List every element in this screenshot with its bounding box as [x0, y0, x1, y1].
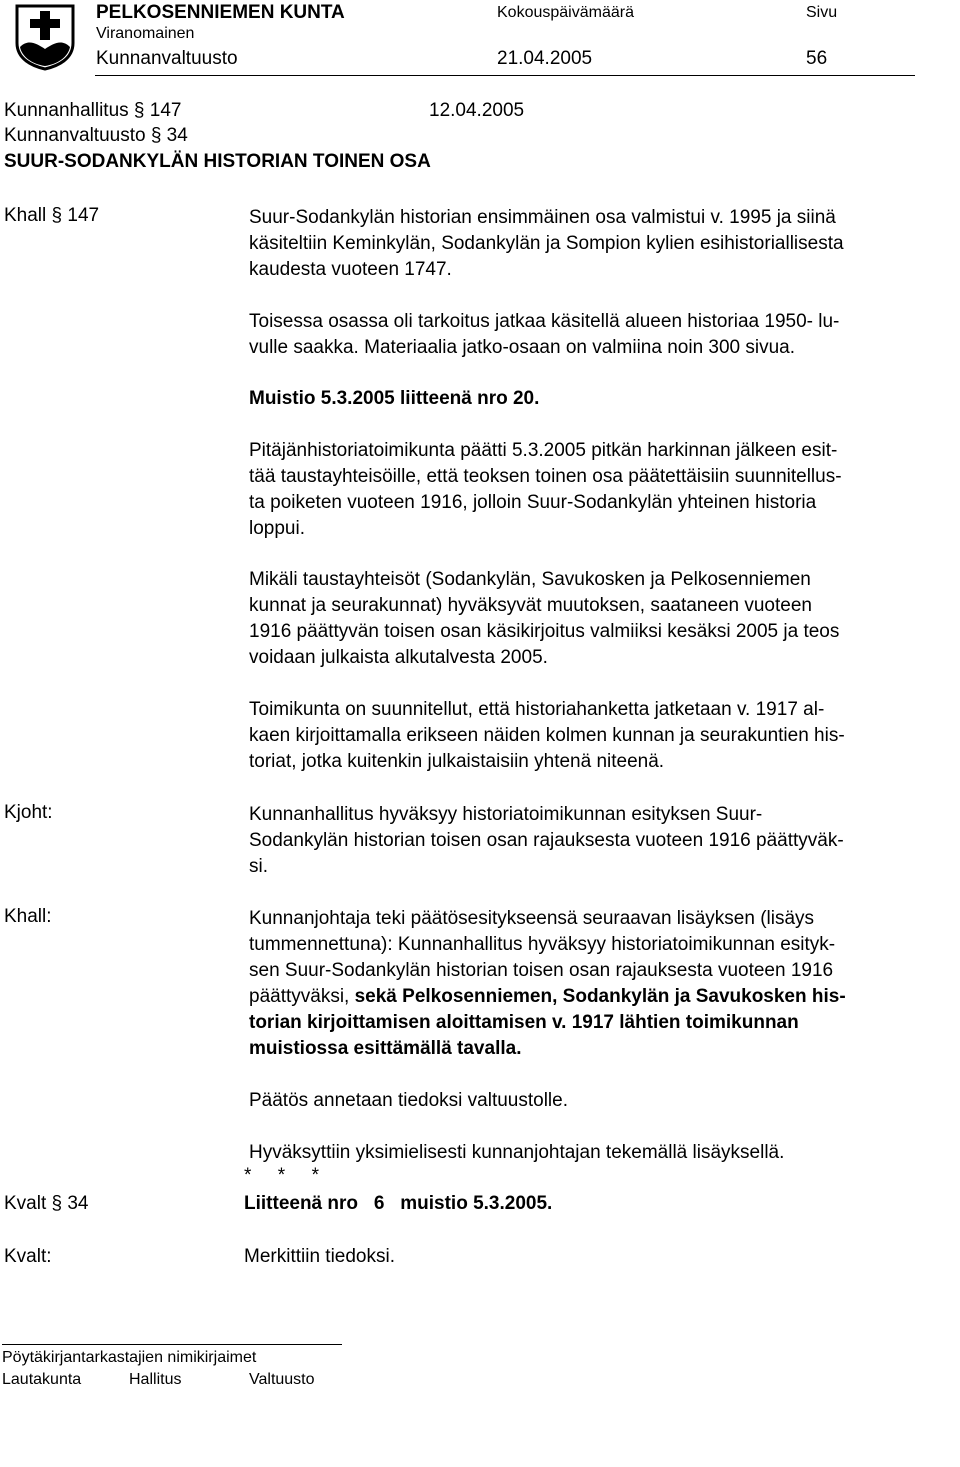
- text-line: 1916 päättyvän toisen osan käsikirjoitus valmiiksi kesäksi 2005 ja teos: [249, 621, 840, 642]
- kjoht-label: Kjoht:: [4, 802, 53, 823]
- decision-notice: [249, 1088, 954, 1114]
- text-line: kaen kirjoittamalla erikseen näiden kolmen kunnan ja seurakuntien his-: [249, 725, 845, 746]
- document-title: SUUR-SODANKYLÄN HISTORIAN TOINEN OSA: [4, 151, 431, 172]
- header-rule: [95, 75, 915, 76]
- text-line: Toisessa osassa oli tarkoitus jatkaa käsitellä alueen historiaa 1950- lu-: [249, 311, 840, 332]
- footer-rule: [2, 1344, 342, 1345]
- text-line: Pitäjänhistoriatoimikunta päätti 5.3.2005 pitkän harkinnan jälkeen esit-: [249, 440, 838, 461]
- paragraph-second-part-plan: [249, 309, 954, 361]
- text-line: si.: [249, 856, 268, 877]
- header-page-number: 56: [806, 48, 828, 69]
- text-line: tää taustayhteisöille, että teoksen toinen osa päätettäisiin suunnitellus-: [249, 466, 842, 487]
- text-line: vulle saakka. Materiaalia jatko-osaan on valmiina noin 300 sivua.: [249, 337, 796, 358]
- paragraph-committee-decision: [249, 438, 954, 542]
- text-line: kunnat ja seurakunnat) hyväksyvät muutoksen, saataneen vuoteen: [249, 595, 812, 616]
- text-line: Päätös annetaan tiedoksi valtuustolle.: [249, 1090, 568, 1111]
- text-line: [249, 984, 954, 1010]
- text-line: sen Suur-Sodankylän historian toisen osan rajauksesta vuoteen 1916: [249, 960, 834, 981]
- khall-section-label: Khall § 147: [4, 205, 100, 226]
- header-date: 21.04.2005: [497, 48, 593, 69]
- kvalt-attachment: Liitteenä nro 6 muistio 5.3.2005.: [244, 1193, 553, 1214]
- kvalt-section-label: Kvalt § 34: [4, 1193, 89, 1214]
- text-line: toriat, jotka kuitenkin julkaistaisiin yhtenä niteenä.: [249, 751, 665, 772]
- text-bold-addition: sekä Pelkosenniemen, Sodankylän ja Savukosken his-: [354, 986, 846, 1007]
- text-line: Kunnanhallitus hyväksyy historiatoimikunnan esityksen Suur-: [249, 804, 763, 825]
- text-bold-addition: torian kirjoittamisen aloittamisen v. 1917 lähtien toimikunnan: [249, 1012, 799, 1033]
- text-line: kaudesta vuoteen 1747.: [249, 259, 452, 280]
- ref-kunnanhallitus: Kunnanhallitus § 147: [4, 100, 182, 121]
- footer-col-hallitus: Hallitus: [129, 1371, 182, 1388]
- text-line: voidaan julkaista alkutalvesta 2005.: [249, 647, 548, 668]
- section-separator: * * *: [244, 1165, 319, 1186]
- khall-decision: [249, 906, 954, 1062]
- kvalt-label: Kvalt:: [4, 1246, 52, 1267]
- text-line: Sodankylän historian toisen osan rajauksesta vuoteen 1916 päättyväk-: [249, 830, 844, 851]
- text-line: loppui.: [249, 518, 305, 539]
- text-bold-addition: muistiossa esittämällä tavalla.: [249, 1038, 522, 1059]
- header-body: Kunnanvaltuusto: [96, 48, 238, 69]
- coat-of-arms-logo: [14, 3, 76, 71]
- kjoht-proposal: [249, 802, 954, 880]
- text-plain: päättyväksi,: [249, 986, 355, 1007]
- text-line: Suur-Sodankylän historian ensimmäinen osa valmistui v. 1995 ja siinä: [249, 207, 836, 228]
- paragraph-memo-attachment: [249, 386, 954, 412]
- approval-notice: [249, 1140, 954, 1166]
- ref-kunnanhallitus-date: 12.04.2005: [429, 100, 525, 121]
- footer-col-valtuusto: Valtuusto: [249, 1371, 315, 1388]
- text-line: tummennettuna): Kunnanhallitus hyväksyy historiatoimikunnan esityk-: [249, 934, 836, 955]
- paragraph-committee-plan: [249, 697, 954, 775]
- footer-col-lautakunta: Lautakunta: [2, 1371, 82, 1388]
- text-line: Toimikunta on suunnitellut, että historiahanketta jatketaan v. 1917 al-: [249, 699, 825, 720]
- text-line: Kunnanjohtaja teki päätösesitykseensä seuraavan lisäyksen (lisäys: [249, 908, 815, 929]
- kvalt-noted: Merkittiin tiedoksi.: [244, 1246, 395, 1267]
- header-org: PELKOSENNIEMEN KUNTA: [96, 2, 345, 23]
- text-line: Mikäli taustayhteisöt (Sodankylän, Savukosken ja Pelkosenniemen: [249, 569, 811, 590]
- paragraph-history-first-part: [249, 205, 954, 283]
- text-line: käsiteltiin Keminkylän, Sodankylän ja Sompion kylien esihistoriallisesta: [249, 233, 844, 254]
- header-date-label: Kokouspäivämäärä: [497, 4, 634, 21]
- header-page-label: Sivu: [806, 4, 838, 21]
- ref-kunnanvaltuusto: Kunnanvaltuusto § 34: [4, 125, 188, 146]
- footer-title: Pöytäkirjantarkastajien nimikirjaimet: [2, 1349, 257, 1366]
- text-line: ta poiketen vuoteen 1916, jolloin Suur-Sodankylän yhteinen historia: [249, 492, 817, 513]
- paragraph-background-organizations: [249, 567, 954, 671]
- text-line: Hyväksyttiin yksimielisesti kunnanjohtajan tekemällä lisäyksellä.: [249, 1142, 785, 1163]
- text-line: Muistio 5.3.2005 liitteenä nro 20.: [249, 388, 540, 409]
- khall-label: Khall:: [4, 906, 52, 927]
- header-org-sub: Viranomainen: [96, 25, 195, 42]
